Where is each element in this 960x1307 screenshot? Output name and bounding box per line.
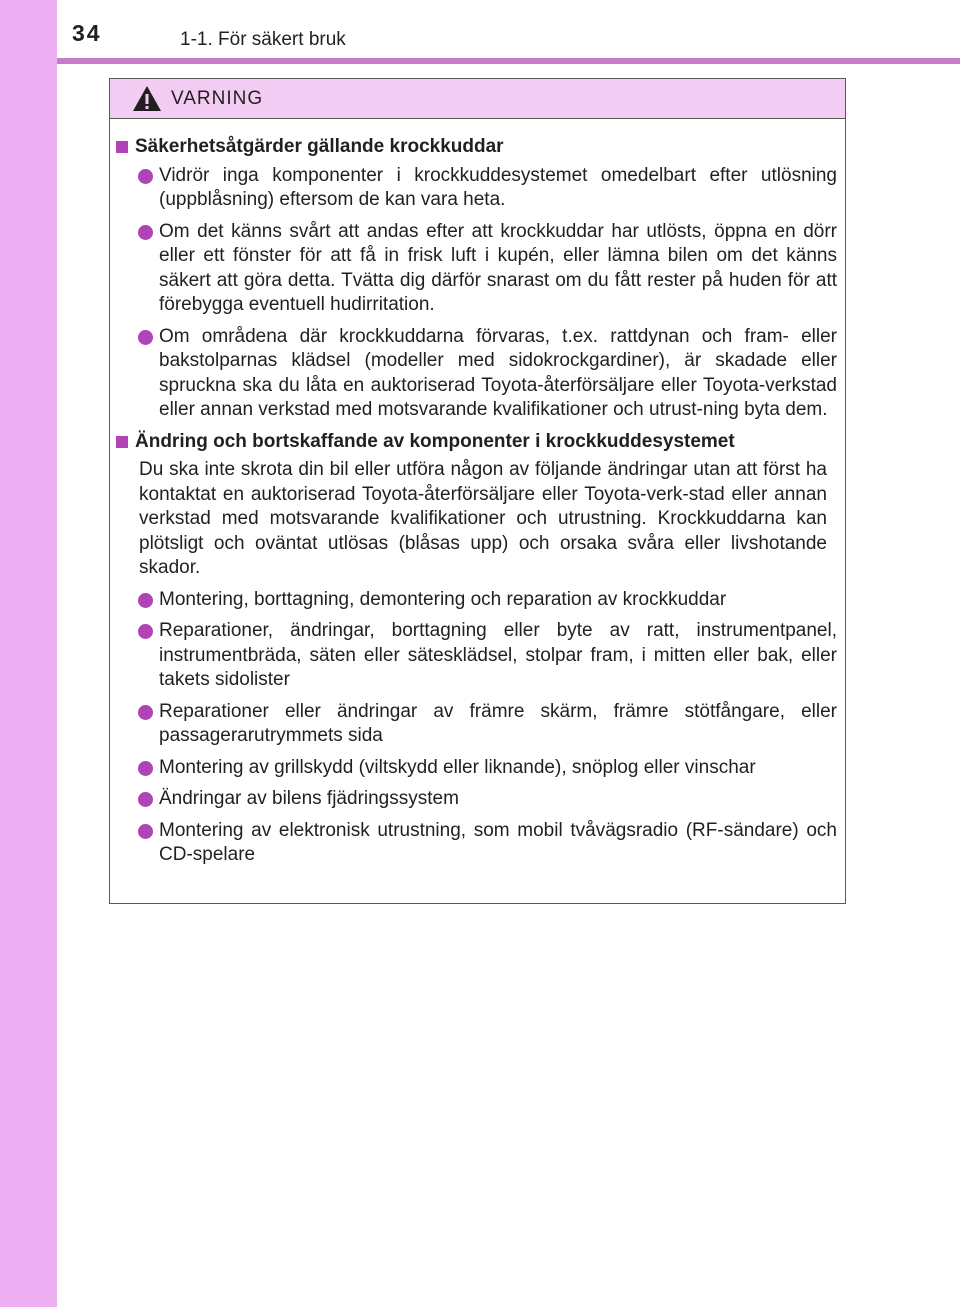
list-item: Montering, borttagning, demontering och reparation av krockkuddar [138,588,837,613]
list-item: Montering av grillskydd (viltskydd eller liknande), snöplog eller vinschar [138,756,837,781]
round-bullet-icon [138,624,153,639]
list-item: Montering av elektronisk utrustning, som mobil tvåvägsradio (RF-sändare) och CD-spelare [138,819,837,868]
round-bullet-icon [138,169,153,184]
list-item: Reparationer, ändringar, borttagning eller byte av ratt, instrumentpanel, instrumentbräda, säten eller sätesklädsel, stolpar fram, i mitten eller bak, eller takets sidolister [138,619,837,693]
round-bullet-icon [138,824,153,839]
section-paragraph: Du ska inte skrota din bil eller utföra någon av följande ändringar utan att först ha kontaktat en auktoriserad Toyota-återförsäljare eller Toyota-verk-stad eller annan verkstad med motsvarande kvalifikationer och utrustning. Krockkuddarna kan plötsligt och oväntat utlösas (blåsas upp) och orsaka svåra eller livshotande skador. [139,459,827,578]
round-bullet-icon [138,792,153,807]
section-heading: Säkerhetsåtgärder gällande krockkuddar [114,135,837,160]
warning-body [110,119,845,868]
chapter-title: 1-1. För säkert bruk [180,29,346,50]
list-item: Reparationer eller ändringar av främre skärm, främre stötfångare, eller passagerarutrymmets sida [138,700,837,749]
square-bullet-icon [116,141,128,153]
warning-label: VARNING [171,88,264,109]
round-bullet-icon [138,225,153,240]
header-rule [57,58,960,64]
list-item: Om det känns svårt att andas efter att krockkuddar har utlösts, öppna en dörr eller ett fönster för att få in frisk luft i kupén, eller lämna bilen om det känns säkert att göra detta. Tvätta dig därför snarast om du fått rester på huden för att förebygga eventuell hudirritation. [138,220,837,318]
section-heading: Ändring och bortskaffande av komponenter i krockkuddesystemet [114,430,837,455]
list-item: Vidrör inga komponenter i krockkuddesystemet omedelbart efter utlösning (uppblåsning) eftersom de kan vara heta. [138,164,837,213]
side-color-strip [0,0,57,1307]
round-bullet-icon [138,705,153,720]
page-number: 34 [72,20,102,46]
round-bullet-icon [138,330,153,345]
list-item: Om områdena där krockkuddarna förvaras, t.ex. rattdynan och fram- eller bakstolparnas klädsel (modeller med sidokrockgardiner), är skadade eller spruckna ska du låta en auktoriserad Toyota-återförsäljare eller Toyota-verkstad eller annan verkstad med motsvarande kvalifikationer och utrust-ning byta dem. [138,325,837,423]
warning-triangle-icon [132,85,162,112]
round-bullet-icon [138,593,153,608]
square-bullet-icon [116,436,128,448]
warning-header [110,79,845,119]
list-item: Ändringar av bilens fjädringssystem [138,787,837,812]
warning-box [109,78,846,904]
round-bullet-icon [138,761,153,776]
